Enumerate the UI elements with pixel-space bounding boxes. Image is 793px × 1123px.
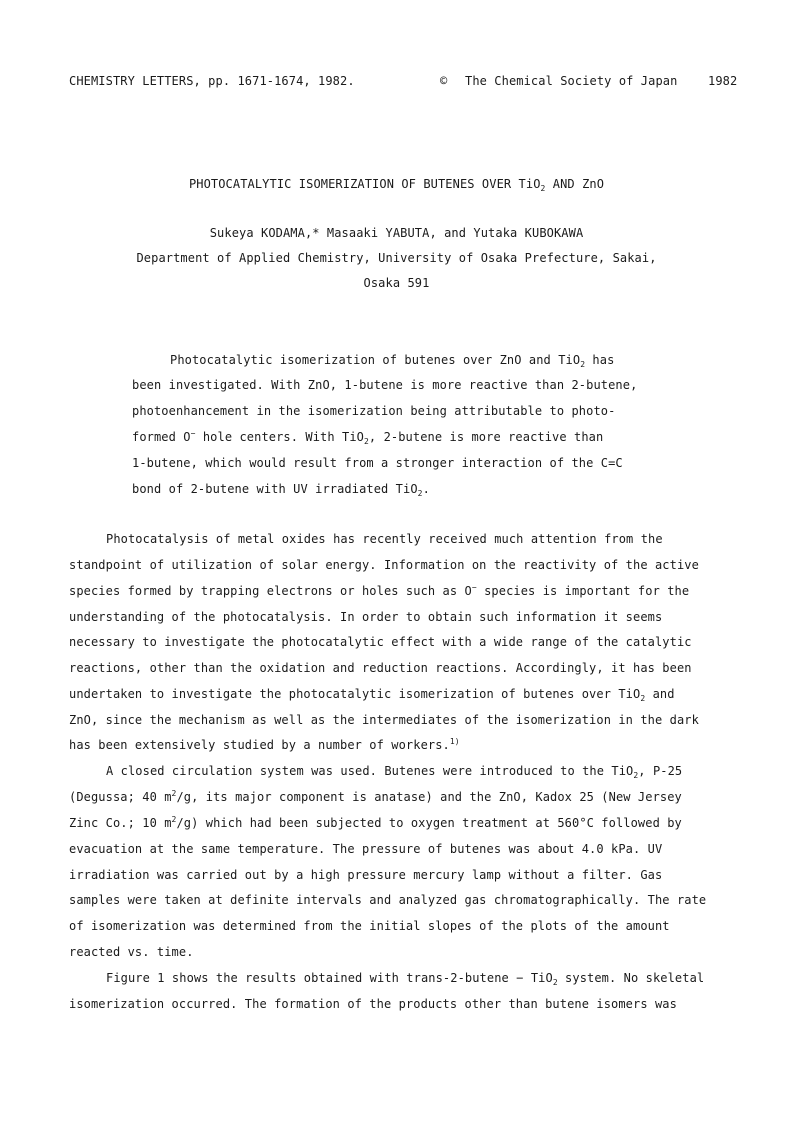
affiliation-line-1: Department of Applied Chemistry, University of Osaka Prefecture, Sakai, (136, 251, 657, 265)
authors: Sukeya KODAMA,* Masaaki YABUTA, and Yutaka KUBOKAWA (209, 226, 584, 240)
body-line: Photocatalysis of metal oxides has recently received much attention from the (106, 532, 663, 546)
body-line: undertaken to investigate the photocatalytic isomerization of butenes over TiO$_2$ and (69, 687, 675, 703)
abstract-line: been investigated. With ZnO, 1-butene is more reactive than 2-butene, (132, 378, 638, 392)
body-line: irradiation was carried out by a high pressure mercury lamp without a filter. Gas (69, 868, 663, 882)
abstract-line: 1-butene, which would result from a stronger interaction of the C=C (132, 456, 623, 470)
body-line: necessary to investigate the photocatalytic effect with a wide range of the catalytic (69, 635, 692, 649)
body-line: evacuation at the same temperature. The pressure of butenes was about 4.0 kPa. UV (69, 842, 663, 856)
body-line: A closed circulation system was used. Butenes were introduced to the TiO$_2$, P-25 (106, 764, 683, 780)
copyright-symbol: © (440, 74, 448, 88)
body-line: has been extensively studied by a number of workers.$^{1)}$ (69, 737, 460, 752)
abstract-line: photoenhancement in the isomerization being attributable to photo- (132, 404, 616, 418)
body-line: reacted vs. time. (69, 945, 194, 959)
body-line: isomerization occurred. The formation of the products other than butene isomers was (69, 997, 677, 1011)
copyright-holder: The Chemical Society of Japan (465, 74, 678, 88)
body-line: standpoint of utilization of solar energy. Information on the reactivity of the active (69, 558, 699, 572)
body-line: reactions, other than the oxidation and reduction reactions. Accordingly, it has been (69, 661, 692, 675)
abstract-line: bond of 2-butene with UV irradiated TiO$_2$. (132, 482, 430, 498)
affiliation-line-2: Osaka 591 (363, 276, 430, 290)
body-line: samples were taken at definite intervals and analyzed gas chromatographically. The rate (69, 893, 707, 907)
body-line: Zinc Co.; 10 $m^2/g$) which had been subjected to oxygen treatment at 560°C followed by (69, 815, 682, 830)
abstract-line: Photocatalytic isomerization of butenes over ZnO and TiO$_2$ has (170, 353, 615, 369)
paper-title: PHOTOCATALYTIC ISOMERIZATION OF BUTENES OVER TiO$_2$ AND ZnO (188, 177, 605, 193)
body-line: Figure 1 shows the results obtained with trans-2-butene − TiO$_2$ system. No skeletal (106, 971, 705, 987)
journal-citation: CHEMISTRY LETTERS, pp. 1671-1674, 1982. (69, 74, 355, 88)
body-line: understanding of the photocatalysis. In order to obtain such information it seems (69, 610, 663, 624)
body-line: of isomerization was determined from the initial slopes of the plots of the amount (69, 919, 670, 933)
body-line: ZnO, since the mechanism as well as the intermediates of the isomerization in the dark (69, 713, 699, 727)
copyright-year: 1982 (708, 74, 738, 88)
body-line: (Degussa; 40 $m^2/g$, its major component is anatase) and the ZnO, Kadox 25 (New Jersey (69, 789, 682, 804)
abstract-line: formed O− hole centers. With TiO$_2$, 2-butene is more reactive than (132, 429, 604, 446)
body-line: species formed by trapping electrons or holes such as O− species is important for the (69, 583, 690, 598)
